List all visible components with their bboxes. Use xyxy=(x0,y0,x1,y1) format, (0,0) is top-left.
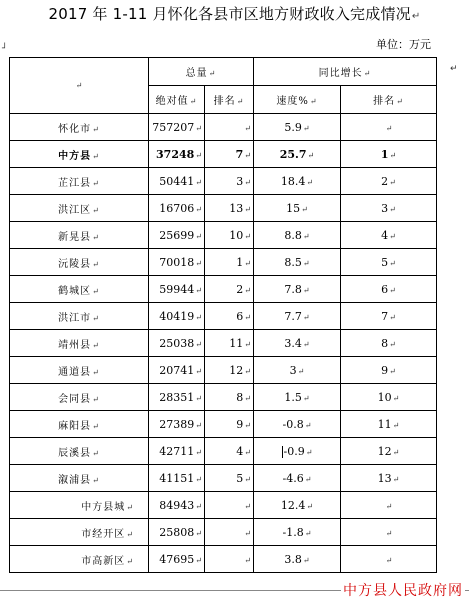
paragraph-mark-icon: ↵ xyxy=(92,367,100,377)
paragraph-mark-icon: ↵ xyxy=(301,204,308,214)
growth-speed-cell xyxy=(254,546,341,573)
growth-speed-cell-value: 3.4 xyxy=(284,336,302,350)
paragraph-mark-icon: ↵ xyxy=(195,393,202,403)
growth-speed-cell-value: 7.8 xyxy=(284,282,302,296)
total-rank-cell xyxy=(205,303,254,330)
paragraph-mark-icon: ↵ xyxy=(195,231,202,241)
absolute-value-cell xyxy=(149,249,205,276)
document-title-text: 2017 年 1-11 月怀化各县市区地方财政收入完成情况 xyxy=(48,5,411,23)
absolute-value-cell-value: 25808 xyxy=(159,525,195,539)
region-name-cell xyxy=(10,195,149,222)
absolute-value-cell-value: 84943 xyxy=(159,498,195,512)
paragraph-mark-icon: ↵ xyxy=(195,285,202,295)
total-rank-cell xyxy=(205,168,254,195)
absolute-value-cell xyxy=(149,276,205,303)
absolute-value-cell xyxy=(149,303,205,330)
paragraph-mark-icon: ↵ xyxy=(244,474,251,484)
absolute-value-cell-value: 25038 xyxy=(159,336,195,350)
growth-speed-cell xyxy=(254,195,341,222)
growth-rank-cell xyxy=(341,546,437,573)
paragraph-mark-icon: ↵ xyxy=(92,151,100,161)
region-name-cell-value: 市高新区 xyxy=(81,555,126,567)
region-name-cell xyxy=(10,357,149,384)
region-name-cell-value: 洪江市 xyxy=(58,312,92,324)
growth-rank-cell xyxy=(341,438,437,465)
absolute-value-cell xyxy=(149,195,205,222)
table-row xyxy=(10,492,437,519)
growth-rank-cell xyxy=(341,492,437,519)
paragraph-mark-icon: ↵ xyxy=(302,555,310,565)
total-rank-cell xyxy=(205,492,254,519)
paragraph-mark-icon: ↵ xyxy=(385,555,393,565)
absolute-value-cell xyxy=(149,492,205,519)
paragraph-mark-icon: ↵ xyxy=(92,259,100,269)
total-rank-cell xyxy=(205,438,254,465)
growth-rank-cell-value: 2 xyxy=(381,174,389,188)
total-rank-cell-value: 5 xyxy=(236,471,244,485)
region-name-cell xyxy=(10,276,149,303)
paragraph-mark-icon: ↵ xyxy=(195,366,202,376)
total-rank-cell xyxy=(205,357,254,384)
growth-speed-cell xyxy=(254,222,341,249)
growth-speed-cell xyxy=(254,519,341,546)
region-name-cell-value: 中方县城 xyxy=(81,501,126,513)
region-name-cell-value: 通道县 xyxy=(58,366,92,378)
region-name-cell xyxy=(10,114,149,141)
total-rank-cell-value: 12 xyxy=(229,363,244,377)
header-blank-cell xyxy=(10,58,149,114)
paragraph-mark-icon: ↵ xyxy=(302,393,310,403)
absolute-value-cell xyxy=(149,141,205,168)
paragraph-mark-icon: ↵ xyxy=(126,529,134,539)
growth-speed-cell-value: 8.5 xyxy=(284,255,302,269)
paragraph-mark-icon: ↵ xyxy=(244,204,251,214)
corner-mark-icon: ┘ xyxy=(2,44,8,54)
growth-speed-cell xyxy=(254,276,341,303)
region-name-cell-value: 溆浦县 xyxy=(58,474,92,486)
region-name-cell xyxy=(10,384,149,411)
growth-rank-cell xyxy=(341,114,437,141)
paragraph-mark-icon: ↵ xyxy=(302,312,310,322)
header-growth: 同比增长↵ xyxy=(254,58,437,86)
unit-label: 单位：万元 xyxy=(376,38,431,51)
paragraph-mark-icon: ↵ xyxy=(244,150,251,160)
paragraph-mark-icon: ↵ xyxy=(385,123,393,133)
total-rank-cell xyxy=(205,276,254,303)
absolute-value-cell-value: 757207 xyxy=(152,120,195,134)
paragraph-mark-icon: ↵ xyxy=(92,421,100,431)
table-row xyxy=(10,411,437,438)
paragraph-mark-icon: ↵ xyxy=(302,339,310,349)
paragraph-mark-icon: ↵ xyxy=(389,366,396,376)
total-rank-cell xyxy=(205,465,254,492)
region-name-cell xyxy=(10,519,149,546)
paragraph-mark-icon: ↵ xyxy=(92,475,100,485)
growth-speed-cell-value: 5.9 xyxy=(284,120,302,134)
total-rank-cell xyxy=(205,222,254,249)
paragraph-mark-icon: ↵ xyxy=(302,258,310,268)
table-row xyxy=(10,114,437,141)
table-row xyxy=(10,330,437,357)
header-speed: 速度%↵ xyxy=(254,86,341,114)
absolute-value-cell-value: 20741 xyxy=(159,363,195,377)
growth-speed-cell-value: 18.4 xyxy=(280,174,306,188)
growth-speed-cell xyxy=(254,411,341,438)
growth-speed-cell-value: 25.7 xyxy=(279,147,307,161)
absolute-value-cell-value: 37248 xyxy=(156,147,195,161)
growth-speed-cell-value: -1.8 xyxy=(282,525,304,539)
paragraph-mark-icon: ↵ xyxy=(195,258,202,268)
growth-rank-cell-value: 12 xyxy=(377,444,392,458)
paragraph-mark-icon: ↵ xyxy=(244,420,251,430)
paragraph-mark-icon: ↵ xyxy=(389,312,396,322)
paragraph-mark-icon: ↵ xyxy=(302,285,310,295)
absolute-value-cell-value: 16706 xyxy=(159,201,195,215)
region-name-cell-value: 芷江县 xyxy=(58,177,92,189)
paragraph-mark-icon: ↵ xyxy=(195,204,202,214)
absolute-value-cell xyxy=(149,438,205,465)
absolute-value-cell xyxy=(149,546,205,573)
paragraph-mark-icon: ↵ xyxy=(392,474,400,484)
total-rank-cell-value: 8 xyxy=(236,390,244,404)
paragraph-mark-icon: ↵ xyxy=(195,501,202,511)
paragraph-mark-icon: ↵ xyxy=(195,447,202,457)
growth-speed-cell xyxy=(254,249,341,276)
absolute-value-cell-value: 40419 xyxy=(159,309,195,323)
paragraph-mark-icon: ↵ xyxy=(244,123,251,133)
growth-rank-cell-value: 9 xyxy=(381,363,389,377)
total-rank-cell-value: 10 xyxy=(229,228,244,242)
paragraph-mark-icon: ↵ xyxy=(244,285,251,295)
paragraph-mark-icon: ↵ xyxy=(195,528,202,538)
region-name-cell-value: 沅陵县 xyxy=(58,258,92,270)
region-name-cell xyxy=(10,411,149,438)
growth-speed-cell xyxy=(254,330,341,357)
total-rank-cell-value: 2 xyxy=(236,282,244,296)
paragraph-mark-icon: ↵ xyxy=(244,312,251,322)
growth-rank-cell xyxy=(341,168,437,195)
growth-rank-cell-value: 6 xyxy=(381,282,389,296)
region-name-cell-value: 怀化市 xyxy=(58,123,92,135)
paragraph-mark-icon: ↵ xyxy=(195,312,202,322)
document-title xyxy=(0,4,469,27)
growth-speed-cell xyxy=(254,465,341,492)
growth-rank-cell-value: 8 xyxy=(381,336,389,350)
absolute-value-cell xyxy=(149,222,205,249)
revenue-table xyxy=(9,57,437,573)
growth-rank-cell xyxy=(341,384,437,411)
growth-speed-cell-value: 12.4 xyxy=(280,498,306,512)
region-name-cell-value: 辰溪县 xyxy=(58,447,92,459)
growth-rank-cell xyxy=(341,222,437,249)
paragraph-mark-icon: ↵ xyxy=(389,231,396,241)
text-cursor-icon xyxy=(282,446,283,458)
growth-rank-cell xyxy=(341,465,437,492)
growth-speed-cell xyxy=(254,357,341,384)
growth-rank-cell-value: 7 xyxy=(381,309,389,323)
paragraph-mark-icon: ↵ xyxy=(126,556,134,566)
growth-speed-cell-value: 8.8 xyxy=(284,228,302,242)
region-name-cell-value: 麻阳县 xyxy=(58,420,92,432)
absolute-value-cell-value: 25699 xyxy=(159,228,195,242)
growth-speed-cell-value: 3 xyxy=(289,363,297,377)
growth-speed-cell-value: 1.5 xyxy=(284,390,302,404)
growth-speed-cell xyxy=(254,438,341,465)
table-row xyxy=(10,276,437,303)
absolute-value-cell xyxy=(149,357,205,384)
table-row xyxy=(10,303,437,330)
total-rank-cell-value: 3 xyxy=(236,174,244,188)
growth-speed-cell xyxy=(254,141,341,168)
paragraph-mark-icon: ↵ xyxy=(297,366,305,376)
absolute-value-cell-value: 50441 xyxy=(159,174,195,188)
paragraph-mark-icon: ↵ xyxy=(385,501,393,511)
growth-rank-cell xyxy=(341,519,437,546)
paragraph-mark-icon: ↵ xyxy=(244,501,251,511)
table-row xyxy=(10,465,437,492)
growth-rank-cell xyxy=(341,357,437,384)
paragraph-mark-icon: ↵ xyxy=(304,528,312,538)
growth-rank-cell xyxy=(341,195,437,222)
growth-speed-cell-value: 3.8 xyxy=(284,552,302,566)
paragraph-mark-icon: ↵ xyxy=(389,339,396,349)
paragraph-mark-icon: ↵ xyxy=(304,474,312,484)
growth-rank-cell xyxy=(341,411,437,438)
table-row xyxy=(10,438,437,465)
paragraph-mark-icon: ↵ xyxy=(389,204,396,214)
absolute-value-cell xyxy=(149,330,205,357)
absolute-value-cell xyxy=(149,411,205,438)
region-name-cell-value: 洪江区 xyxy=(58,204,92,216)
paragraph-mark-icon: ↵ xyxy=(304,420,312,430)
header-rank2: 排名↵ xyxy=(341,86,437,114)
paragraph-mark-icon: ↵ xyxy=(195,123,202,133)
paragraph-mark-icon: ↵ xyxy=(92,232,100,242)
table-row xyxy=(10,222,437,249)
absolute-value-cell-value: 47695 xyxy=(159,552,195,566)
region-name-cell-value: 鹤城区 xyxy=(58,285,92,297)
region-name-cell xyxy=(10,492,149,519)
paragraph-mark-icon: ↵ xyxy=(302,231,310,241)
total-rank-cell xyxy=(205,519,254,546)
growth-speed-cell xyxy=(254,114,341,141)
growth-speed-cell-value: 15 xyxy=(286,201,301,215)
growth-speed-cell xyxy=(254,384,341,411)
table-row xyxy=(10,168,437,195)
growth-speed-cell xyxy=(254,168,341,195)
table-body xyxy=(10,58,437,573)
growth-rank-cell-value: 10 xyxy=(377,390,392,404)
growth-speed-cell-value: -0.9 xyxy=(283,444,305,458)
paragraph-mark-icon: ↵ xyxy=(92,448,100,458)
absolute-value-cell-value: 27389 xyxy=(159,417,195,431)
paragraph-mark-icon: ↵ xyxy=(126,502,134,512)
paragraph-mark-icon: ↵ xyxy=(389,285,396,295)
paragraph-mark-icon: ↵ xyxy=(92,340,100,350)
total-rank-cell xyxy=(205,546,254,573)
paragraph-mark-icon: ↵ xyxy=(244,339,251,349)
growth-rank-cell xyxy=(341,303,437,330)
table-row xyxy=(10,546,437,573)
region-name-cell-value: 会同县 xyxy=(58,393,92,405)
header-total: 总量↵ xyxy=(149,58,254,86)
paragraph-mark-icon: ↵ xyxy=(244,447,251,457)
absolute-value-cell xyxy=(149,519,205,546)
growth-speed-cell xyxy=(254,303,341,330)
paragraph-mark-icon: ↵ xyxy=(195,474,202,484)
region-name-cell-value: 中方县 xyxy=(58,150,92,162)
paragraph-mark-icon: ↵ xyxy=(392,393,400,403)
total-rank-cell-value: 1 xyxy=(236,255,244,269)
region-name-cell xyxy=(10,546,149,573)
paragraph-mark-icon: ↵ xyxy=(195,420,202,430)
absolute-value-cell-value: 41151 xyxy=(159,471,195,485)
growth-rank-cell-value: 1 xyxy=(380,147,389,161)
growth-speed-cell-value: 7.7 xyxy=(284,309,302,323)
growth-speed-cell-value: -4.6 xyxy=(282,471,304,485)
total-rank-cell xyxy=(205,411,254,438)
absolute-value-cell-value: 28351 xyxy=(159,390,195,404)
table-row xyxy=(10,384,437,411)
paragraph-mark-icon: ↵ xyxy=(302,123,310,133)
paragraph-mark-icon: ↵ xyxy=(389,258,396,268)
paragraph-mark-icon: ↵ xyxy=(305,447,313,457)
region-name-cell-value: 靖州县 xyxy=(58,339,92,351)
paragraph-mark-icon: ↵ xyxy=(92,394,100,404)
absolute-value-cell xyxy=(149,384,205,411)
growth-rank-cell-value: 13 xyxy=(377,471,392,485)
paragraph-mark-icon: ↵ xyxy=(385,528,393,538)
total-rank-cell-value: 9 xyxy=(236,417,244,431)
table-row xyxy=(10,141,437,168)
paragraph-mark-icon: ↵ xyxy=(244,393,251,403)
region-name-cell xyxy=(10,303,149,330)
header-row-1 xyxy=(10,58,437,86)
paragraph-mark-icon: ↵ xyxy=(307,150,315,160)
growth-rank-cell-value: 4 xyxy=(381,228,389,242)
growth-speed-cell-value: -0.8 xyxy=(282,417,304,431)
table-row xyxy=(10,249,437,276)
absolute-value-cell xyxy=(149,114,205,141)
paragraph-mark-icon: ↵ xyxy=(195,555,202,565)
paragraph-mark-icon: ↵ xyxy=(92,124,100,134)
paragraph-mark-icon: ↵ xyxy=(195,150,202,160)
total-rank-cell xyxy=(205,249,254,276)
absolute-value-cell xyxy=(149,465,205,492)
region-name-cell xyxy=(10,222,149,249)
paragraph-mark-icon: ↵ xyxy=(195,339,202,349)
total-rank-cell-value: 13 xyxy=(229,201,244,215)
total-rank-cell-value: 11 xyxy=(229,336,244,350)
region-name-cell-value: 市经开区 xyxy=(81,528,126,540)
paragraph-mark-icon: ↵ xyxy=(195,177,202,187)
growth-rank-cell-value: 3 xyxy=(381,201,389,215)
paragraph-mark-icon: ↵ xyxy=(75,81,84,90)
absolute-value-cell xyxy=(149,168,205,195)
paragraph-mark-icon: ↵ xyxy=(244,177,251,187)
region-name-cell xyxy=(10,438,149,465)
paragraph-mark-icon: ↵ xyxy=(306,501,314,511)
total-rank-cell xyxy=(205,330,254,357)
total-rank-cell-value: 6 xyxy=(236,309,244,323)
paragraph-mark-icon: ↵ xyxy=(389,177,396,187)
region-name-cell-value: 新晃县 xyxy=(58,231,92,243)
paragraph-mark-icon: ↵ xyxy=(306,177,314,187)
growth-speed-cell xyxy=(254,492,341,519)
region-name-cell xyxy=(10,168,149,195)
paragraph-mark-icon: ↵ xyxy=(92,286,100,296)
growth-rank-cell xyxy=(341,249,437,276)
paragraph-mark-icon: ↵ xyxy=(92,205,100,215)
region-name-cell xyxy=(10,141,149,168)
total-rank-cell xyxy=(205,114,254,141)
absolute-value-cell-value: 42711 xyxy=(159,444,195,458)
region-name-cell xyxy=(10,249,149,276)
absolute-value-cell-value: 59944 xyxy=(159,282,195,296)
paragraph-mark-icon: ↵ xyxy=(389,150,397,160)
region-name-cell xyxy=(10,330,149,357)
row-end-mark-icon: ↵ xyxy=(450,64,458,74)
paragraph-mark-icon: ↵ xyxy=(92,178,100,188)
total-rank-cell-value: 7 xyxy=(235,147,244,161)
site-watermark: 中方县人民政府网 xyxy=(341,580,465,600)
total-rank-cell xyxy=(205,195,254,222)
header-absolute: 绝对值↵ xyxy=(149,86,205,114)
paragraph-mark-icon: ↵ xyxy=(392,447,400,457)
growth-rank-cell-value: 5 xyxy=(381,255,389,269)
growth-rank-cell xyxy=(341,330,437,357)
paragraph-mark-icon: ↵ xyxy=(244,366,251,376)
paragraph-mark-icon: ↵ xyxy=(411,11,421,22)
paragraph-mark-icon: ↵ xyxy=(244,231,251,241)
paragraph-mark-icon: ↵ xyxy=(392,420,400,430)
total-rank-cell xyxy=(205,384,254,411)
region-name-cell xyxy=(10,465,149,492)
paragraph-mark-icon: ↵ xyxy=(244,555,251,565)
total-rank-cell xyxy=(205,141,254,168)
paragraph-mark-icon: ↵ xyxy=(244,528,251,538)
growth-rank-cell-value: 11 xyxy=(377,417,392,431)
paragraph-mark-icon: ↵ xyxy=(244,258,251,268)
table-row xyxy=(10,195,437,222)
paragraph-mark-icon: ↵ xyxy=(92,313,100,323)
growth-rank-cell xyxy=(341,141,437,168)
table-row xyxy=(10,357,437,384)
total-rank-cell-value: 4 xyxy=(236,444,244,458)
growth-rank-cell xyxy=(341,276,437,303)
table-row xyxy=(10,519,437,546)
header-rank: 排名↵ xyxy=(205,86,254,114)
absolute-value-cell-value: 70018 xyxy=(159,255,195,269)
